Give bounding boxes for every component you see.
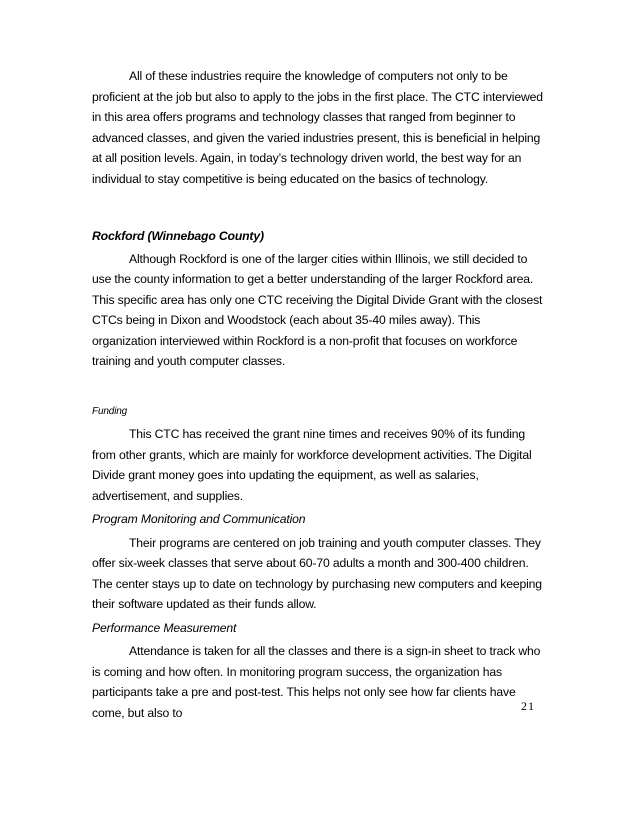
rockford-heading: Rockford (Winnebago County) [92, 229, 264, 243]
performance-paragraph: Attendance is taken for all the classes and there is a sign-in sheet to track who is coming and how often. In monitoring program success, the organization has participants take a pre and post-test. This helps not only see how far clients have come, but also to [92, 644, 541, 720]
rockford-paragraph: Although Rockford is one of the larger cities within Illinois, we still decided to use the county information to get a better understanding of the larger Rockford area. This specific area has only one CTC receiving the Digital Divide Grant with the closest CTCs being in Dixon and Woodstock (each about 35-40 miles away). This organization interviewed within Rockford is a non-profit that focuses on workforce training and youth computer classes. [92, 251, 543, 368]
monitoring-paragraph: Their programs are centered on job training and youth computer classes. They offer six-week classes that serve about 60-70 adults a month and 300-400 children. The center stays up to date on technology by purchasing new computers and keeping their software updated as their funds allow. [92, 535, 542, 611]
funding-heading: Funding [92, 405, 128, 417]
page-number: 21 [521, 699, 535, 713]
performance-heading: Performance Measurement [92, 620, 237, 635]
page-body [92, 66, 543, 723]
intro-paragraph: All of these industries require the knowledge of computers not only to be proficient at the job but also to apply to the jobs in the first place. The CTC interviewed in this area offers programs and technology classes that ranged from beginner to advanced classes, and given the varied industries present, this is beneficial in helping at all position levels. Again, in today’s technology driven world, the best way for an individual to stay competitive is being educated on the basics of technology. [92, 69, 543, 186]
monitoring-heading: Program Monitoring and Communication [92, 512, 306, 526]
funding-paragraph: This CTC has received the grant nine times and receives 90% of its funding from other grants, which are mainly for workforce development activities. The Digital Divide grant money goes into updating the equipment, as well as salaries, advertisement, and supplies. [92, 427, 532, 503]
